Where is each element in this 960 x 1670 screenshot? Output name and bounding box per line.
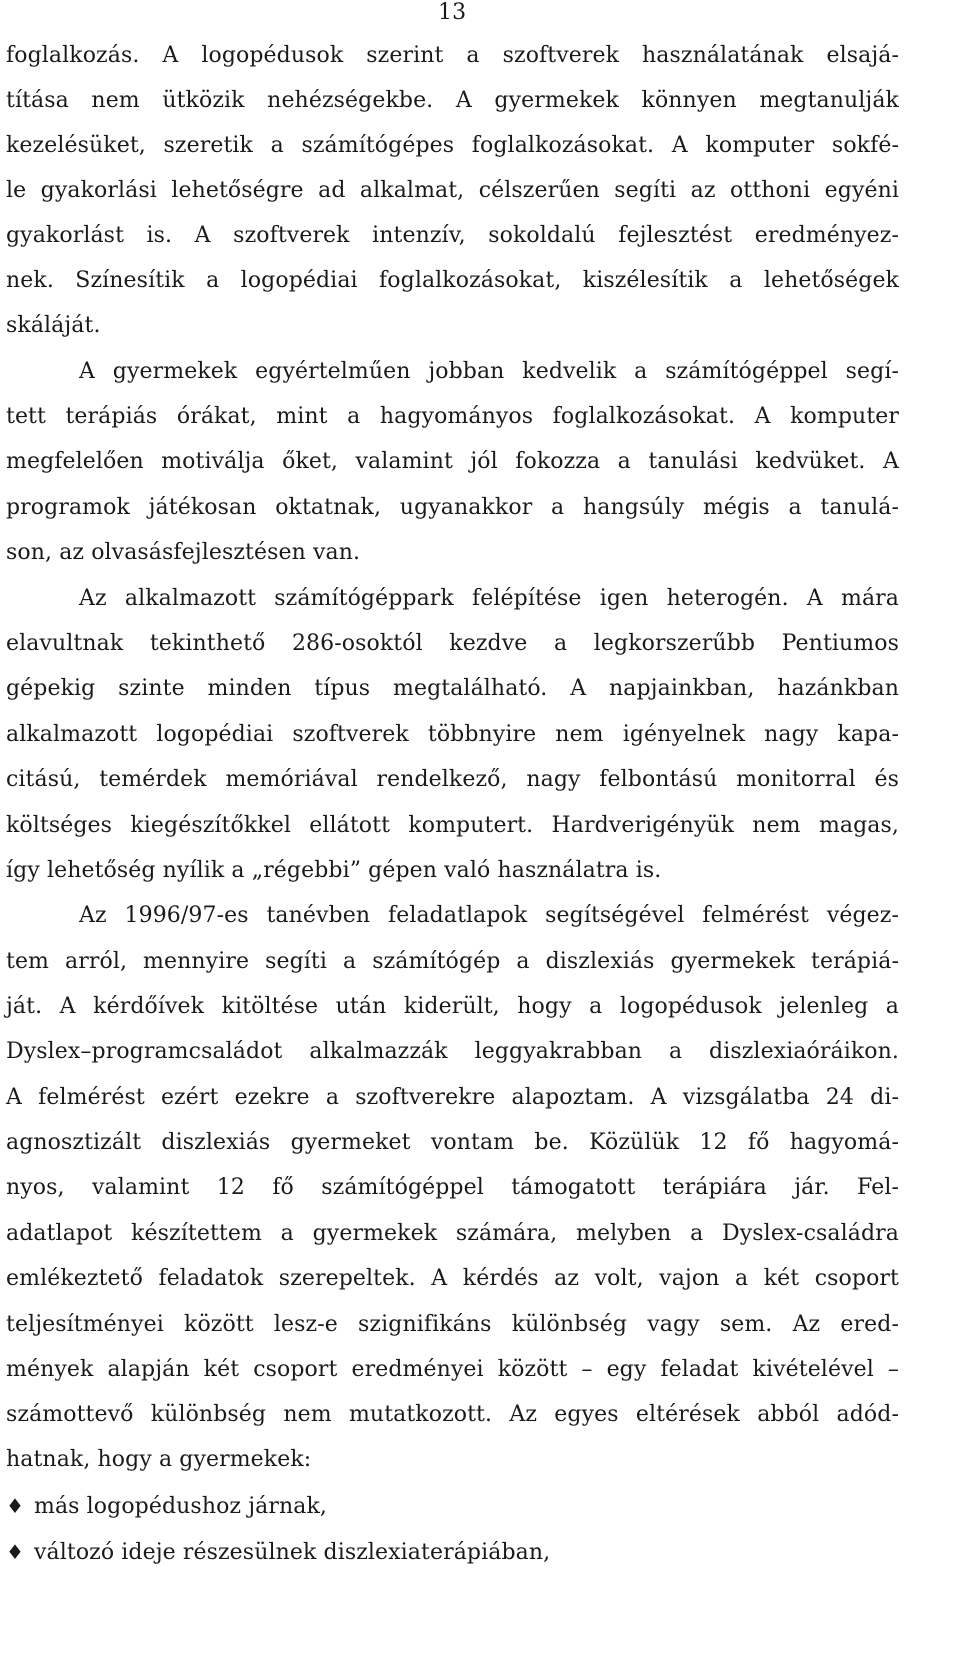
text-line: emlékeztető feladatok szerepeltek. A kérdés az volt, vajon a két csoport xyxy=(6,1266,899,1291)
text-line: adatlapot készítettem a gyermekek számára, melyben a Dyslex-családra xyxy=(6,1221,899,1246)
text-line: nyos, valamint 12 fő számítógéppel támogatott terápiára jár. Fel- xyxy=(6,1175,899,1200)
text-line: Az 1996/97-es tanévben feladatlapok segítségével felmérést végez- xyxy=(79,903,899,928)
text-line: son, az olvasásfejlesztésen van. xyxy=(6,540,361,565)
list-item-text: változó ideje részesülnek diszlexiaterápiában, xyxy=(34,1540,551,1565)
text-line: A gyermekek egyértelműen jobban kedvelik a számítógéppel segí- xyxy=(79,359,899,384)
text-line: programok játékosan oktatnak, ugyanakkor a hangsúly mégis a tanulá- xyxy=(6,495,899,520)
text-line: gyakorlást is. A szoftverek intenzív, sokoldalú fejlesztést eredményez- xyxy=(6,223,899,248)
text-line: mények alapján két csoport eredményei között – egy feladat kivételével – xyxy=(6,1357,899,1382)
text-line: elavultnak tekinthető 286-osoktól kezdve a legkorszerűbb Pentiumos xyxy=(6,631,899,656)
text-line: teljesítményei között lesz-e szignifikáns különbség vagy sem. Az ered- xyxy=(6,1312,899,1337)
text-line: foglalkozás. A logopédusok szerint a szoftverek használatának elsajá- xyxy=(6,43,899,68)
text-line: títása nem ütközik nehézségekbe. A gyermekek könnyen megtanulják xyxy=(6,88,899,113)
text-line: számottevő különbség nem mutatkozott. Az egyes eltérések abból adód- xyxy=(6,1402,899,1427)
text-line: nek. Színesítik a logopédiai foglalkozásokat, kiszélesítik a lehetőségek xyxy=(6,268,899,293)
text-line: ját. A kérdőívek kitöltése után kiderült, hogy a logopédusok jelenleg a xyxy=(6,994,899,1019)
text-line: alkalmazott logopédiai szoftverek többnyire nem igényelnek nagy kapa- xyxy=(6,722,899,747)
list-item xyxy=(6,1484,327,1528)
text-line: le gyakorlási lehetőségre ad alkalmat, célszerűen segíti az otthoni egyéni xyxy=(6,178,899,203)
text-line: skáláját. xyxy=(6,313,101,338)
text-line: tem arról, mennyire segíti a számítógép a diszlexiás gyermekek terápiá- xyxy=(6,949,899,974)
text-line: Az alkalmazott számítógéppark felépítése igen heterogén. A mára xyxy=(79,586,899,611)
text-line: tett terápiás órákat, mint a hagyományos foglalkozásokat. A komputer xyxy=(6,404,899,429)
list-item xyxy=(6,1530,550,1574)
text-line: így lehetőség nyílik a „régebbi” gépen való használatra is. xyxy=(6,858,662,883)
page-number: 13 xyxy=(438,0,467,25)
text-line: citású, temérdek memóriával rendelkező, nagy felbontású monitorral és xyxy=(6,767,899,792)
text-line: gépekig szinte minden típus megtalálható. A napjainkban, hazánkban xyxy=(6,676,899,701)
text-line: költséges kiegészítőkkel ellátott komputert. Hardverigényük nem magas, xyxy=(6,813,899,838)
text-line: Dyslex–programcsaládot alkalmazzák leggyakrabban a diszlexiaóráikon. xyxy=(6,1039,899,1064)
text-line: kezelésüket, szeretik a számítógépes foglalkozásokat. A komputer sokfé- xyxy=(6,133,899,158)
text-line: megfelelően motiválja őket, valamint jól fokozza a tanulási kedvüket. A xyxy=(6,449,899,474)
text-line: agnosztizált diszlexiás gyermeket vontam be. Közülük 12 fő hagyomá- xyxy=(6,1130,899,1155)
list-item-text: más logopédushoz járnak, xyxy=(34,1494,327,1519)
diamond-icon: ♦ xyxy=(6,1494,25,1518)
text-line: A felmérést ezért ezekre a szoftverekre alapoztam. A vizsgálatba 24 di- xyxy=(6,1085,899,1110)
text-line: hatnak, hogy a gyermekek: xyxy=(6,1447,312,1472)
diamond-icon: ♦ xyxy=(6,1540,25,1564)
